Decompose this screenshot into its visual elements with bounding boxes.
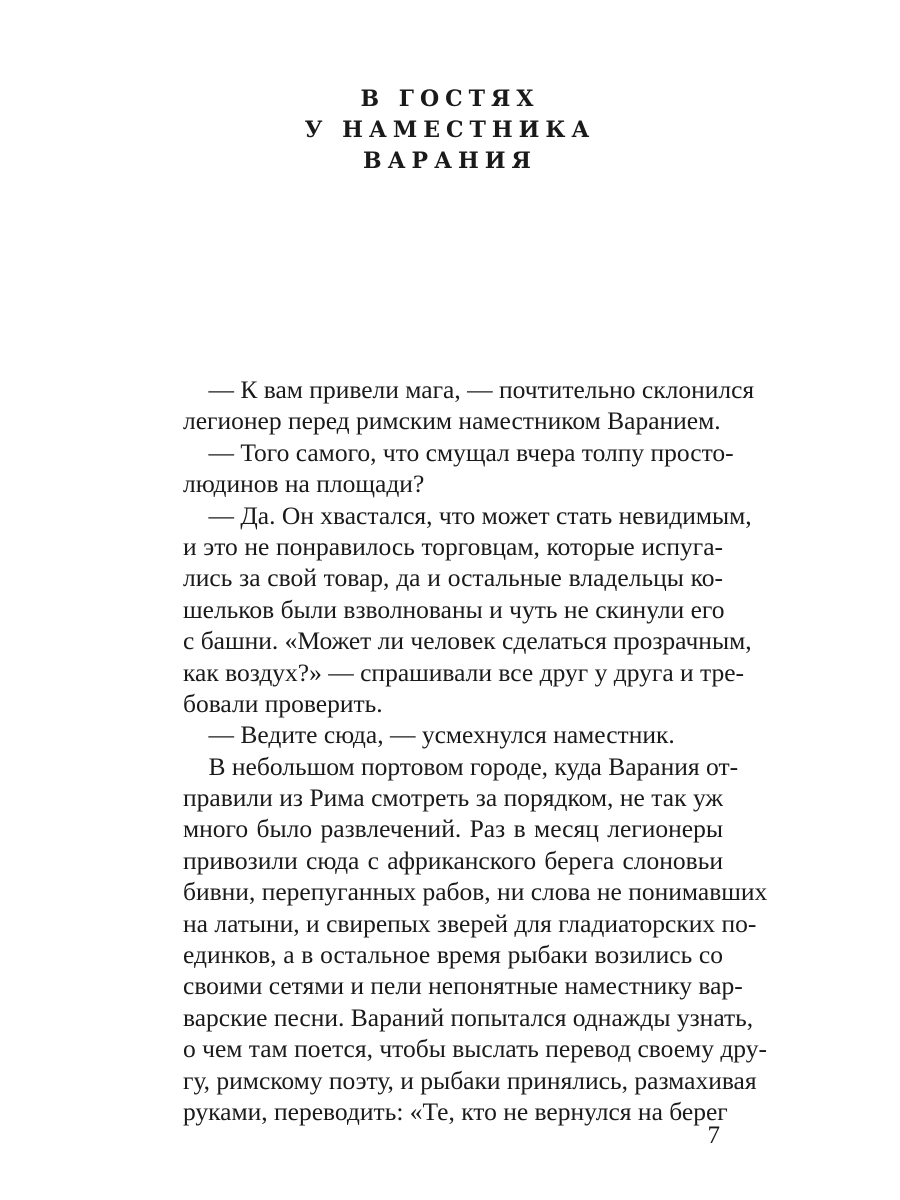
- text-line: и это не понравилось торговцам, которые испуга-: [183, 531, 723, 561]
- chapter-title-line-3: ВАРАНИЯ: [363, 148, 537, 174]
- text-line: привозили сюда с африканского берега слоновьи: [183, 845, 723, 875]
- chapter-title-line-2: У НАМЕСТНИКА: [304, 117, 596, 143]
- text-line: — Того самого, что смущал вчера толпу просто-: [183, 437, 734, 467]
- text-line: — Ведите сюда, — усмехнулся наместник.: [183, 720, 675, 750]
- text-line: В небольшом портовом городе, куда Варания от-: [183, 751, 739, 781]
- text-line: с башни. «Может ли человек сделаться прозрачным,: [183, 626, 752, 656]
- text-line: своими сетями и пели непонятные наместнику вар-: [183, 971, 743, 1001]
- chapter-title: [0, 84, 900, 177]
- text-line: бовали проверить.: [183, 688, 383, 718]
- text-line: как воздух?» — спрашивали все друг у друга и тре-: [183, 657, 745, 687]
- text-line: — Да. Он хвастался, что может стать невидимым,: [183, 500, 752, 530]
- text-line: много было развлечений. Раз в месяц легионеры: [183, 814, 723, 844]
- text-line: людинов на площади?: [183, 469, 425, 499]
- text-line: на латыни, и свирепых зверей для гладиаторских по-: [183, 908, 757, 938]
- page-number: 7: [707, 1122, 720, 1149]
- text-line: бивни, перепуганных рабов, ни слова не понимавших: [183, 877, 768, 907]
- text-line: лись за свой товар, да и остальные владельцы ко-: [183, 563, 723, 593]
- body-text: [183, 374, 768, 1127]
- text-line: гу, римскому поэту, и рыбаки принялись, размахивая: [183, 1065, 757, 1095]
- text-line: руками, переводить: «Те, кто не вернулся на берег: [183, 1096, 728, 1126]
- text-line: легионер перед римским наместником Варанием.: [183, 406, 721, 436]
- text-line: шельков были взволнованы и чуть не скинули его: [183, 594, 725, 624]
- chapter-title-line-1: В ГОСТЯХ: [360, 86, 540, 112]
- text-line: единков, а в остальное время рыбаки возились со: [183, 940, 723, 970]
- text-line: о чем там поется, чтобы выслать перевод своему дру-: [183, 1034, 767, 1064]
- text-line: правили из Рима смотреть за порядком, не так уж: [183, 783, 723, 813]
- text-line: — К вам привели мага, — почтительно склонился: [183, 375, 755, 404]
- text-line: варские песни. Вараний попытался однажды узнать,: [183, 1002, 754, 1032]
